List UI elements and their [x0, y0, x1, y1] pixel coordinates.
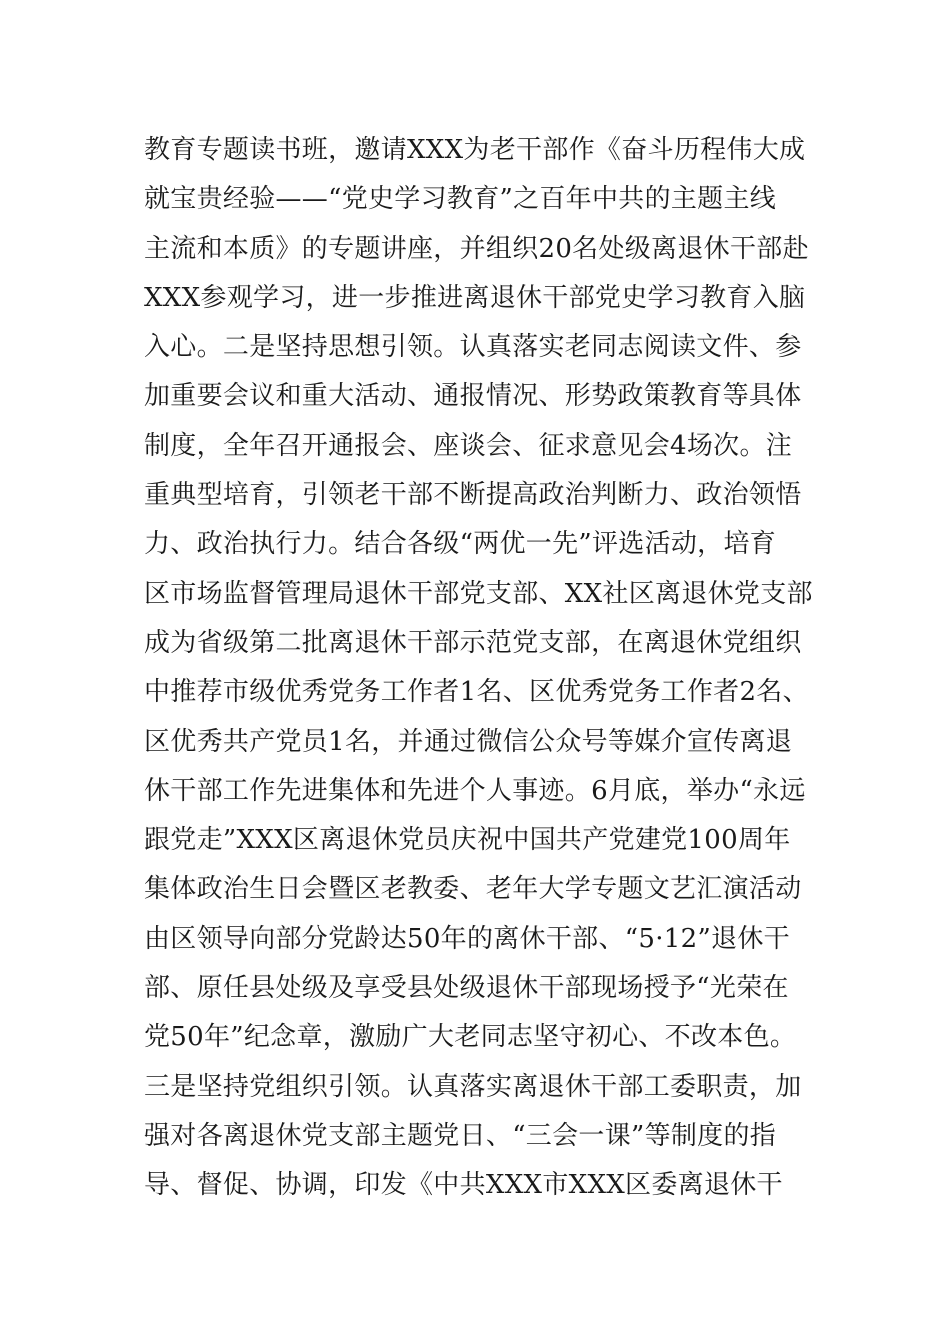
- text-line-2: 就宝贵经验——“党史学习教育”之百年中共的主题主线: [144, 184, 777, 215]
- body-text: [144, 126, 844, 1211]
- text-line-3: 主流和本质》的专题讲座，并组织20名处级离退休干部赴: [144, 233, 809, 264]
- text-line-6: 加重要会议和重大活动、通报情况、形势政策教育等具体: [144, 381, 802, 412]
- text-line-19: 党50年”纪念章，激励广大老同志坚守初心、不改本色。: [144, 1022, 797, 1053]
- text-line-22: 导、督促、协调，印发《中共XXX市XXX区委离退休干: [144, 1170, 783, 1201]
- text-line-9: 力、政治执行力。结合各级“两优一先”评选活动，培育: [144, 529, 777, 560]
- text-line-17: 由区领导向部分党龄达50年的离休干部、“5·12”退休干: [144, 923, 790, 954]
- text-line-16: 集体政治生日会暨区老教委、老年大学专题文艺汇演活动: [144, 874, 802, 905]
- text-line-8: 重典型培育，引领老干部不断提高政治判断力、政治领悟: [144, 480, 802, 511]
- text-line-7: 制度，全年召开通报会、座谈会、征求意见会4场次。注: [144, 430, 793, 461]
- text-line-14: 休干部工作先进集体和先进个人事迹。6月底，举办“永远: [144, 775, 806, 806]
- text-line-12: 中推荐市级优秀党务工作者1名、区优秀党务工作者2名、: [144, 677, 809, 708]
- text-line-10: 区市场监督管理局退休干部党支部、XX社区离退休党支部: [144, 578, 813, 609]
- text-line-15: 跟党走”XXX区离退休党员庆祝中国共产党建党100周年: [144, 825, 791, 856]
- text-line-4: XXX参观学习，进一步推进离退休干部党史学习教育入脑: [144, 282, 806, 313]
- text-line-18: 部、原任县处级及享受县处级退休干部现场授予“光荣在: [144, 973, 789, 1004]
- text-line-1: 教育专题读书班，邀请XXX为老干部作《奋斗历程伟大成: [144, 135, 806, 165]
- text-line-5: 入心。二是坚持思想引领。认真落实老同志阅读文件、参: [144, 332, 802, 363]
- text-line-21: 强对各离退休党支部主题党日、“三会一课”等制度的指: [144, 1120, 777, 1151]
- text-line-11: 成为省级第二批离退休干部示范党支部，在离退休党组织: [144, 627, 802, 658]
- text-line-20: 三是坚持党组织引领。认真落实离退休干部工委职责，加: [144, 1071, 802, 1102]
- text-line-13: 区优秀共产党员1名，并通过微信公众号等媒介宣传离退: [144, 726, 793, 757]
